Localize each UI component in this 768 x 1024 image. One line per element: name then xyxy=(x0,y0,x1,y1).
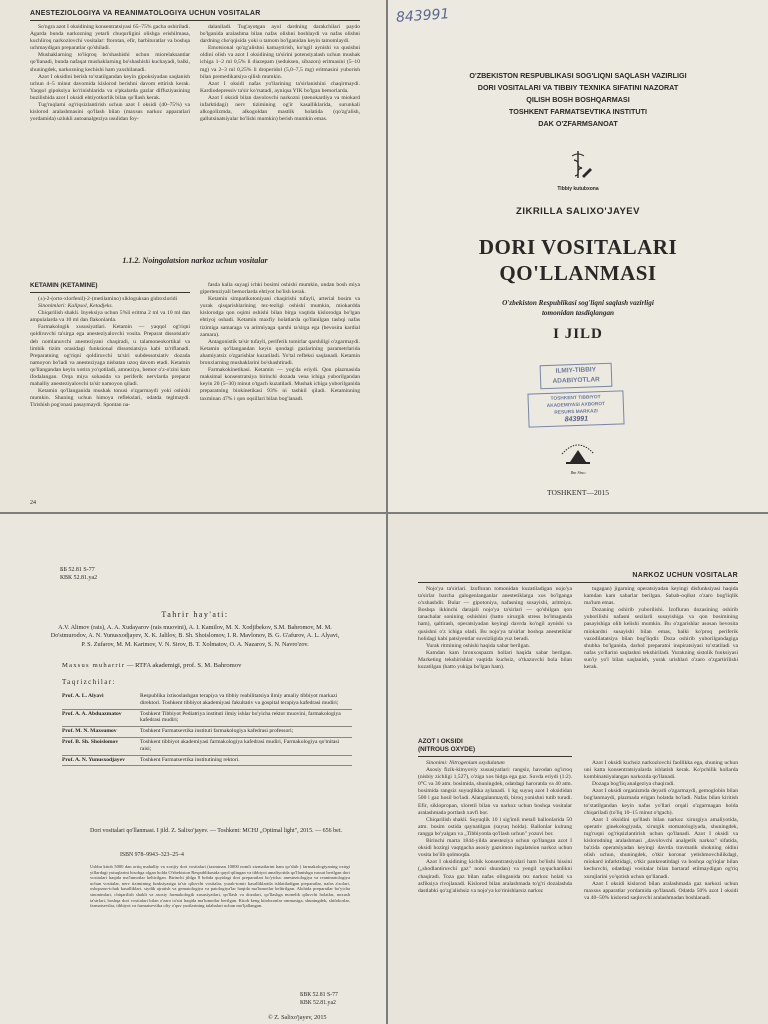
board-heading: Tahrir hay'ati: xyxy=(161,610,229,619)
paragraph: Farmakologik xususiyatlari. Ketamin — yaqqol og'riqni qoldiruvchi ta'sirga ega anesteziyalovchi vosita. Preparat dissotsiativ deb nomlanuvchi anesteziyani chaqiradi, u talamoneokortikal va limbik tizim orasidagi funksional dissotsiatsiya kabi ta'riflanadi. Preparatning og'riqni qoldiruvchi ta'siri subdessotsiativ dozada namoyon bo'ladi va anesteziyaga nisbatan uzoq davom etadi. Ketamin qo'llangandan keyin xotira yo'qotiladi, amneziya, bemor o'z-o'zini kam ifodalangan. Orqa miya sohasida va periferik nervlarda preparat mahalliy anesteziyalovchi ta'sir namoyon qiladi. xyxy=(30,324,190,388)
running-header: ANESTEZIOLOGIYA VA REANIMATOLOGIYA UCHUN VOSITALAR xyxy=(30,10,261,17)
paragraph: Azot I oksidining kichik konsentratsiyalari ham bo'lishi hissini („shodlantiruvchi gaz" nomi shundan) va yengil uyquchanlikni chaqiradi. Toza gaz bilan nafas olinganida tez narkoz holati va asfiksiya rivojlanadi. Kislorod bilan aralashmada to'g'ri dozalashda dastlabki qo'zg'alishsiz va nojo'ya ko'rinishlarsiz narkoz xyxy=(418,859,572,894)
city-year: TOSHKENT—2015 xyxy=(547,488,609,497)
section-rule xyxy=(418,756,572,757)
paragraph: Sinonimi: Nitrogenium oxydulatum xyxy=(426,760,505,766)
paragraph: Nojo'ya ta'sirlari. Izofluran tomonidan kuzatiladigan nojo'ya ta'sirlar barcha galogenlanganlar anestetiklarga xos bo'lganga o'xshashdir. Bular — gipotoniya, nafasning susayishi, aritmiya. Boshqa ikkinchi darajali nojo'ya ta'sirlari — qo'shilgan qon tanachalar sonining oshishini (hatto xirurgik stress bo'lmaganda ham), qaltirash, operatsiyadan keyingi davrda ko'ngil aynishi va qusishni o'z ichiga oladi. Bu nojo'ya ta'sirlar boshqa anestetiklar holidagi kabi patsiyentlar suvsizligida yuz beradi. xyxy=(418,586,572,642)
reviewer-text: Respublika ixtisoslashgan terapiya va tibbiy reabilitatsiya ilmiy amaliy tibbiyot markazi direktori. Toshkent tibbiyot akademiyasi fakultativ va gospital terapiya kafedrasi mudiri; xyxy=(140,692,352,709)
paragraph: Chiqarilish shakli. Inyeksiya uchun 5%li eritma 2 ml va 10 ml dan ampulalarda va 10 ml dan flakonlarda. xyxy=(30,310,190,324)
stamp-line: ADABIYOTLAR xyxy=(552,376,600,385)
table-row xyxy=(62,727,352,738)
page-bottom-right xyxy=(388,514,768,1024)
ministry-line: DORI VOSITALARI VA TIBBIY TEXNIKA SIFATINI NAZORAT xyxy=(477,83,679,92)
book-title xyxy=(398,234,758,286)
text-column-b-top xyxy=(584,586,738,671)
subtitle-line: O'zbekiston Respublikasi sog'liqni saqlash vazirligi xyxy=(502,299,654,307)
paragraph: fasda kalla suyagi ichki bosimi oshishi mumkin, undan bosh miya gipertenziyali bemorlarda ehtiyot bo'lish kerak. xyxy=(200,282,360,296)
handwritten-number: 843991 xyxy=(395,6,450,26)
paragraph: Kamdan kam bronxospazm hollari haqida xabar berilgan. Marketing tekshirishlar vaqtida kuchsiz, o'tkazuvchi bola bilan kuzatilgan (hatto yukiga bo'lgan ham). xyxy=(418,649,572,671)
section-title: AZOT I OKSIDI xyxy=(418,738,463,745)
paragraph: Ketamin qo'llanganida mushak tonusi o'zgarmaydi yoki oshishi mumkin. Shuning uchun himoya reflekslari, odatda teglmaydi. Tirishish pog'onasi pasaymaydi. Spontan na- xyxy=(30,388,190,409)
paragraph: Azot I oksidi kuchsiz narkozlovchi faollikka ega, shuning uchun uni katta konsentratsiyalarda ishlatish kerak. Ko'pchilik hollarda kombinatsiyalangan narkozda qo'llanadi. xyxy=(584,760,738,781)
publisher-logo-icon xyxy=(558,438,598,472)
section-title: 1.1.2. Noingalatsion narkoz uchun vositalar xyxy=(122,256,268,265)
reviewer-name: Prof. A. N. Yunusxodjayev xyxy=(62,755,140,766)
paragraph: Chiqarilish shakli. Suyuqlik 10 l sig'imli metall ballonlarida 50 atm. bosim ostida qaynatilgan (suyuq holda). Ballonlar kulrang rangga bo'yalgan va „Tibbiyotda qo'llash uchun" yozuvi bor. xyxy=(418,816,572,837)
title-line: DORI VOSITALARI xyxy=(478,235,678,259)
academy-stamp xyxy=(527,390,624,427)
text-column-3 xyxy=(30,296,190,410)
paragraph: Asosiy fizik-kimyoviy xususiyatlari: rangsiz, havodan og'irroq (nisbiy zichligi 1,527), o'ziga xos hidga ega gaz. Suvda eriydi (1:2). 0°C va 30 atm. bosimida, shuningdek, odatdagi haroratda va 40 atm. bosimida rangsiz suyuqlikka aylanadi. 1 kg suyuq azot I oksididan 500 l gaz hosil bo'ladi. Alangalanmaydi, biroq yonishni tutib turadi. Efir, siklopropan, xloretil bilan va narkoz uchun boshqa vositalar aralashmada portlash xavfi bor. xyxy=(418,767,572,816)
stamp-line: AKADEMIYASI AXBOROT xyxy=(546,401,606,410)
page-number: 24 xyxy=(30,500,36,506)
text-column-a-top xyxy=(418,586,572,671)
paragraph: Azot I oksidi bilan davolovchi narkozni (stenokardiya va miokard infarktidagi) nerv tizimining og'ir kasalliklarida, surunkali alkogolizmda, alkogoldan mastlik holatida (qo'zg'alish, gallutsinatsiyalar bo'lishi mumkin) berish mumkin emas. xyxy=(200,94,360,123)
stamp-line: ILMIY-TIBBIY xyxy=(555,366,597,375)
paragraph: Azot I oksidini berish to'xtatilgandan keyin gipoksiyadan saqlanish uchun 4–5 minut davomida kislorod berishni davom ettirish kerak. Yaqqol gipoksiya ko'rinishlarida va o'pkalarda gazlar diffuziyasining buzilishida azot I oksidi ehtiyotkorlik bilan qo'llash kerak. xyxy=(30,73,190,101)
reviewer-text: Toshkent Farmatsevtika instituti farmakologiya kafedrasi professori; xyxy=(140,727,352,738)
bbk-code: ББ 52.81 S-77 xyxy=(60,567,95,573)
table-row xyxy=(62,755,352,766)
reviewer-name: Prof. M. N. Maxsumov xyxy=(62,727,140,738)
reviewers-heading: Taqrizchilar: xyxy=(62,678,116,686)
paragraph: dalaniladi. Tug'ayotgan ayol dardning darakchilari paydo bo'lganida aralashma bilan nafas olishni boshlaydi va nafas olishni dardning cho'qqisida yoki u tamom bo'lganidan keyin tamomlaydi. xyxy=(200,24,360,45)
ministry-line: O'ZBEKISTON RESPUBLIKASI SOG'LIQNI SAQLASH VAZIRLIGI xyxy=(469,71,687,80)
volume: I JILD xyxy=(553,326,603,342)
paragraph: Yurak ritmining oshishi haqida xabar berilgan. xyxy=(426,642,531,649)
title-line: QO'LLANMASI xyxy=(499,261,657,285)
paragraph: Azot I oksidi nafas yo'llarining ta'sirlanishini chaqirmaydi. Kardiodepressiv ta'sir ko'rsatadi, ayniqsa YIK bo'lgan bemorlarda. xyxy=(200,80,360,94)
reviewers-table xyxy=(62,692,352,766)
text-column-b-bottom xyxy=(584,760,738,902)
paragraph: (±)-2-(orto-xlorfenil)-2-(metilamino) sikloguksan gidroxloridi xyxy=(38,296,178,302)
paragraph: So'ngra azot I oksidining konsentratsiyasi 65–75% gacha oshiriladi. Agarda bunda narkozning yetarli chuqurligini olishga erishilmasa, kuchliroq narkozlovchi vositalar: ftorotan, efir, barbituratlar va boshqa uchmaydigan preparatlar qo'shiladi. xyxy=(30,24,190,52)
reviewer-name: Prof. A. A. Abduazmatov xyxy=(62,709,140,727)
text-column-4 xyxy=(200,282,360,403)
page-top-right xyxy=(388,0,768,512)
ministry-line: TOSHKENT FARMATSEVTIKA INSTITUTI xyxy=(508,107,648,116)
reviewer-text: Toshkent Farmatsevtika institutining rektori. xyxy=(140,755,352,766)
table-row xyxy=(62,737,352,755)
paragraph: Dozaning oshirib yuborilishi. Izofluran dozasining oshirib yuborilishi nafasni sezilarli susayishiga va qon bosimining pasayishiga olib kelishi mumkin. Bu o'zgarishlar asosan bevosita miokardni susayishi bilan emas, balki ko'proq periferik vazodilatatsiya bilan bog'liqdir. Doza oshirib yuborilgandagiga shubha bo'lganida, darhol preparatni inspiratsiyasi to'xtatiladi va nafas yo'llarini saqlashni tekshiriladi. Yurakning sistolik funksiyasi sun'iy yo'l bilan saqlanish, yurak urishlari o'zaro o'zgartirilishi kerak. xyxy=(584,607,738,671)
ministry-block xyxy=(398,70,758,130)
drug-title-rule xyxy=(30,292,190,293)
bbk-bottom xyxy=(300,992,338,1007)
publisher-name: Ibn Sino xyxy=(570,470,586,475)
series-name: Tibbiy kutubxona xyxy=(557,186,599,192)
text-column-a-bottom xyxy=(418,760,572,895)
table-row xyxy=(62,692,352,709)
running-header: NARKOZ UCHUN VOSITALAR xyxy=(632,572,738,579)
paragraph: Azot I oksidi kislorod bilan aralashmada gaz narkozi uchun maxsus apparatlar yordamida qo'llanadi. Odatda 50% azot I oksidi va 40–50% kislorod saqlovchi aralashmadan boshlanadi. xyxy=(584,880,738,901)
header-rule xyxy=(418,582,738,583)
paragraph: Tug'ruqlarni og'riqsizlantirish uchun azot I oksidi (40–75%) va kislorod aralashmasini qo'llash bilan (maxsus narkoz apparatlari yordamida) uzlukli autoanalgeziya usulidan foy- xyxy=(30,102,190,123)
stamp-line: TOSHKENT TIBBIYOT xyxy=(550,395,601,402)
paragraph: Sinonimlari: Kalipsol, Ketadjeks. xyxy=(38,303,113,310)
bbk-block xyxy=(60,566,97,582)
drug-title: KETAMIN (KETAMINE) xyxy=(30,282,98,289)
reviewer-name: Prof. A. L. Alyavi xyxy=(62,692,140,709)
author: ZIKRILLA SALIXO'JAYEV xyxy=(516,206,640,217)
editor-label: Maxsus muharrir xyxy=(62,662,126,669)
paragraph: Mushaklarning to'liqroq bo'shashishi uchun miorelaksantlar qo'llanadi, bunda nafaqat mushaklarning bo'shashishi kuchayadi, balki, shuningdek, narkozning kechishi ham yaxshilanadi. xyxy=(30,52,190,73)
reviewer-name: Prof. B. Sh. Shoislomov xyxy=(62,737,140,755)
reviewer-text: Toshkent tibbiyot akademiyasi farmakologiya kafedrasi mudiri, Farmakologiya qo'mitasi raisi; xyxy=(140,737,352,755)
bbk-code: БВК 52.81 S-77 xyxy=(300,992,338,998)
paragraph: Ketamin simpatikotoniyani chaqirishi tufayli, arterial bosim va yurak qisqarishlarining tez-tezligi oshishi mumkin, miokardda kislorodga qon oqimi oshishi bilan birga vaqtida kislorodga bo'lgan ehtiyoj oshadi. Ketamin maxfiy holatlarda qo'llanilgan tashqi nafas tizimiga samaraga va aritmiyaga qarshi ta'sirga ega (bevosita kardial zamara). xyxy=(200,296,360,338)
citation: Dori vositalari qo'llanmasi. I jild. Z. Salixo'jayev. — Toshkent: MCHJ „Optimal light", 2015. — 656 bet. xyxy=(90,828,342,834)
paragraph: Antagonistik ta'sir tufayli, periferik tomirlar qarshiligi o'zgarmaydi. Ketamin qo'llangandan keyin qondagi gazlarining parametrlarida ahamiyatsiz o'zgarishlar kuzatiladi. Yo'tal refleksi saqlanadi. Ketamin bronxlarning mushaklarini bo'shashtiradi. xyxy=(200,338,360,367)
emblem-icon xyxy=(558,148,598,184)
ministry-line: DAK O'ZFARMSANOAT xyxy=(538,119,618,128)
stamp-number: 843991 xyxy=(564,415,589,424)
subtitle xyxy=(398,298,758,318)
stamp-line: RESURS MARKAZI xyxy=(554,409,598,416)
editor-text: — RTFA akademigi, prof. S. M. Bahromov xyxy=(126,662,242,669)
paragraph: Azot I oksidini qo'llash bilan narkoz xirurgiya amaliyotida, operativ ginekologiyada, xirurgik stomatologiyada, shuningdek, tug'ruqni og'riqsizlantirish uchun qo'llanadi. Azot I oksidi va kislorodning aralashmasi „davolovchi analgetik narkoz" sifatida, ba'zida operatsiyadan keyingi davrda travmatik shokning oldini olish uchun, shuningdek, o'tkir koronar yetishmovchilikdagi, miokard infarktidagi, o'tkir pankreatitdagi va boshqa og'riqlar bilan kechuvchi, odatdagi vositalar bilan bartaraf etilmaydigan og'riq xurujlarini yo'qotish uchun qo'llanadi. xyxy=(584,816,738,880)
library-stamp xyxy=(540,363,613,389)
paragraph: Dozaga bog'liq analgeziya chaqiradi. xyxy=(592,781,675,788)
section-title-block xyxy=(418,738,475,754)
page-bottom-left xyxy=(0,514,386,1024)
bbk-code: КВК 52.81.ya2 xyxy=(60,575,98,581)
paragraph: tugagan) jigarning operatsiyadan keyingi disfunksiyasi haqida kamdan kam xabarlar berilgan. Sabab-oqibat o'zaro bog'liqlik ma'lum emas. xyxy=(584,586,738,607)
bbk-code: КВК 52.81.ya2 xyxy=(300,999,336,1006)
copyright: © Z. Salixo'jayev, 2015 xyxy=(268,1014,327,1021)
isbn: ISBN 978–9943–323–25–4 xyxy=(120,852,184,858)
board-text: A.V. Alimov (rais), A. A. Xudayarov (rais muovini), A. I. Kamilov, M. X. Xodjibekov, S.M. Bahromov, M. M. Do'stmurodov, A. N. Yunusxodjayev, X. K. Jalilov, B. Sh. Shoislomov, I. R. Mavlonov, B. G. G'afurov, A. L. Alyavi, P. S. Zufarov, M. M. Karimov, V. N. Sirov, B. T. Xolmatov, O. A. Nazarov, S. N. Navro'zov. xyxy=(50,624,340,648)
header-rule xyxy=(30,20,360,21)
ministry-line: QILISH BOSH BOSHQARMASI xyxy=(526,95,630,104)
section-subtitle: (NITROUS OXYDE) xyxy=(418,746,476,753)
text-column-1 xyxy=(30,24,190,123)
abstract: Ushbu kitob 5000 dan ortiq mahalliy va xorijiy dori vositalari (taxminan 10000 nomli xizmatlarini ham qo'shib ) farmakologiyaning oxirgi yillardagi yutuqlarini hisobga olgan holda O'zbekiston Respublikasida qayd qilingan va tibbiyot amaliyotida qo'llanishga ruxsat berilgan dori vositalari haqida ma'lumotlar keltirilgan. Birinchi jildga 8 bobda quyidagi dori preparatlari bo'yicha: anesteziologiya va reanimatologiya uchun vositalar, nerv tizimining funksiyasiga ta'sir qiluvchi vositalar, yurak-tomir kasalliklarida ishlatiladigan preparatlar, nafas a'zolari, oshqozon-ichak kasalliklari, siydik ajratish va gematologiya va patologiya'lar haqida ma'lumotlar keltirilgan. Alohida preparatlar bo'yicha sinonimlari, chiqarilish shakli va asosiy farmakologik xususiyatlari, qo'llash va dozalari, qo'llashga monelik qiluvchi holatlar, noxush ta'sirlari, boshqa dori vositalari bilan o'zaro ta'siri haqida ma'lumotlar berilgan. Kitob keng kitobxonlar ommasiga, shuningdek, shifokorlar, farmatsevtlar, tibbiyot va farmatsevtika oliy o'quv yurtlarining talabalari uchun mo'ljallangan. xyxy=(90,864,350,909)
paragraph: Emotsional qo'zg'alishni kamaytirish, ko'ngil aynishi va qusishni oldini olish va azot I oksidining ta'sirini potensiyalash uchun mushak ichiga 1–2 ml 0,5% li diazepam (seduksen, sibazon) eritmasini (5–10 mg) va 2–3 ml 0,25% li droperidol (5,0–7,5 mg) eritmasini yuborish bilan premedikatsiya qilish mumkin. xyxy=(200,45,360,80)
paragraph: Farmakokinetikasi. Ketamin — yog'da eriydi. Qon plazmasida maksimal konsentratsiya birinchi dozada vena ichiga yuborilgandan keyin 20 (5–30) minut o'tgach kuzatiladi. Mushak ichiga yuborilganida preparatning biokinetikasi 93% ni tashkil qiladi. Ketaminning taxminan 47% i qon oqsillari bilan bog'lanadi. xyxy=(200,367,360,402)
subtitle-line: tomonidan tasdiqlangan xyxy=(541,309,615,317)
paragraph: Azot I oksidi organizmda deyarli o'zgarmaydi, gemoglobin bilan bog'lanmaydi, plazmada erigan holatda bo'ladi. Nafas bilan kiritish to'xtatilgandan keyin nafas yo'llari orqali o'zgarmagan holda chiqariladi (to'liq 10–15 minut o'tgach). xyxy=(584,788,738,816)
reviewer-text: Toshkent Tibbiyot Pediatriya instituti ilmiy ishlar bo'yicha rektor muovini, farmakologiya kafedrasi mudiri; xyxy=(140,709,352,727)
special-editor xyxy=(62,662,352,669)
text-column-2 xyxy=(200,24,360,123)
page-top-left xyxy=(0,0,386,512)
table-row xyxy=(62,709,352,727)
paragraph: Birinchi marta 1844-yilda anesteziya uchun qo'llangan azot I oksidi hozirgi vaqtgacha asosiy gazsimon ingalatsion narkoz uchun vosita bo'lib qolmoqda. xyxy=(418,838,572,859)
